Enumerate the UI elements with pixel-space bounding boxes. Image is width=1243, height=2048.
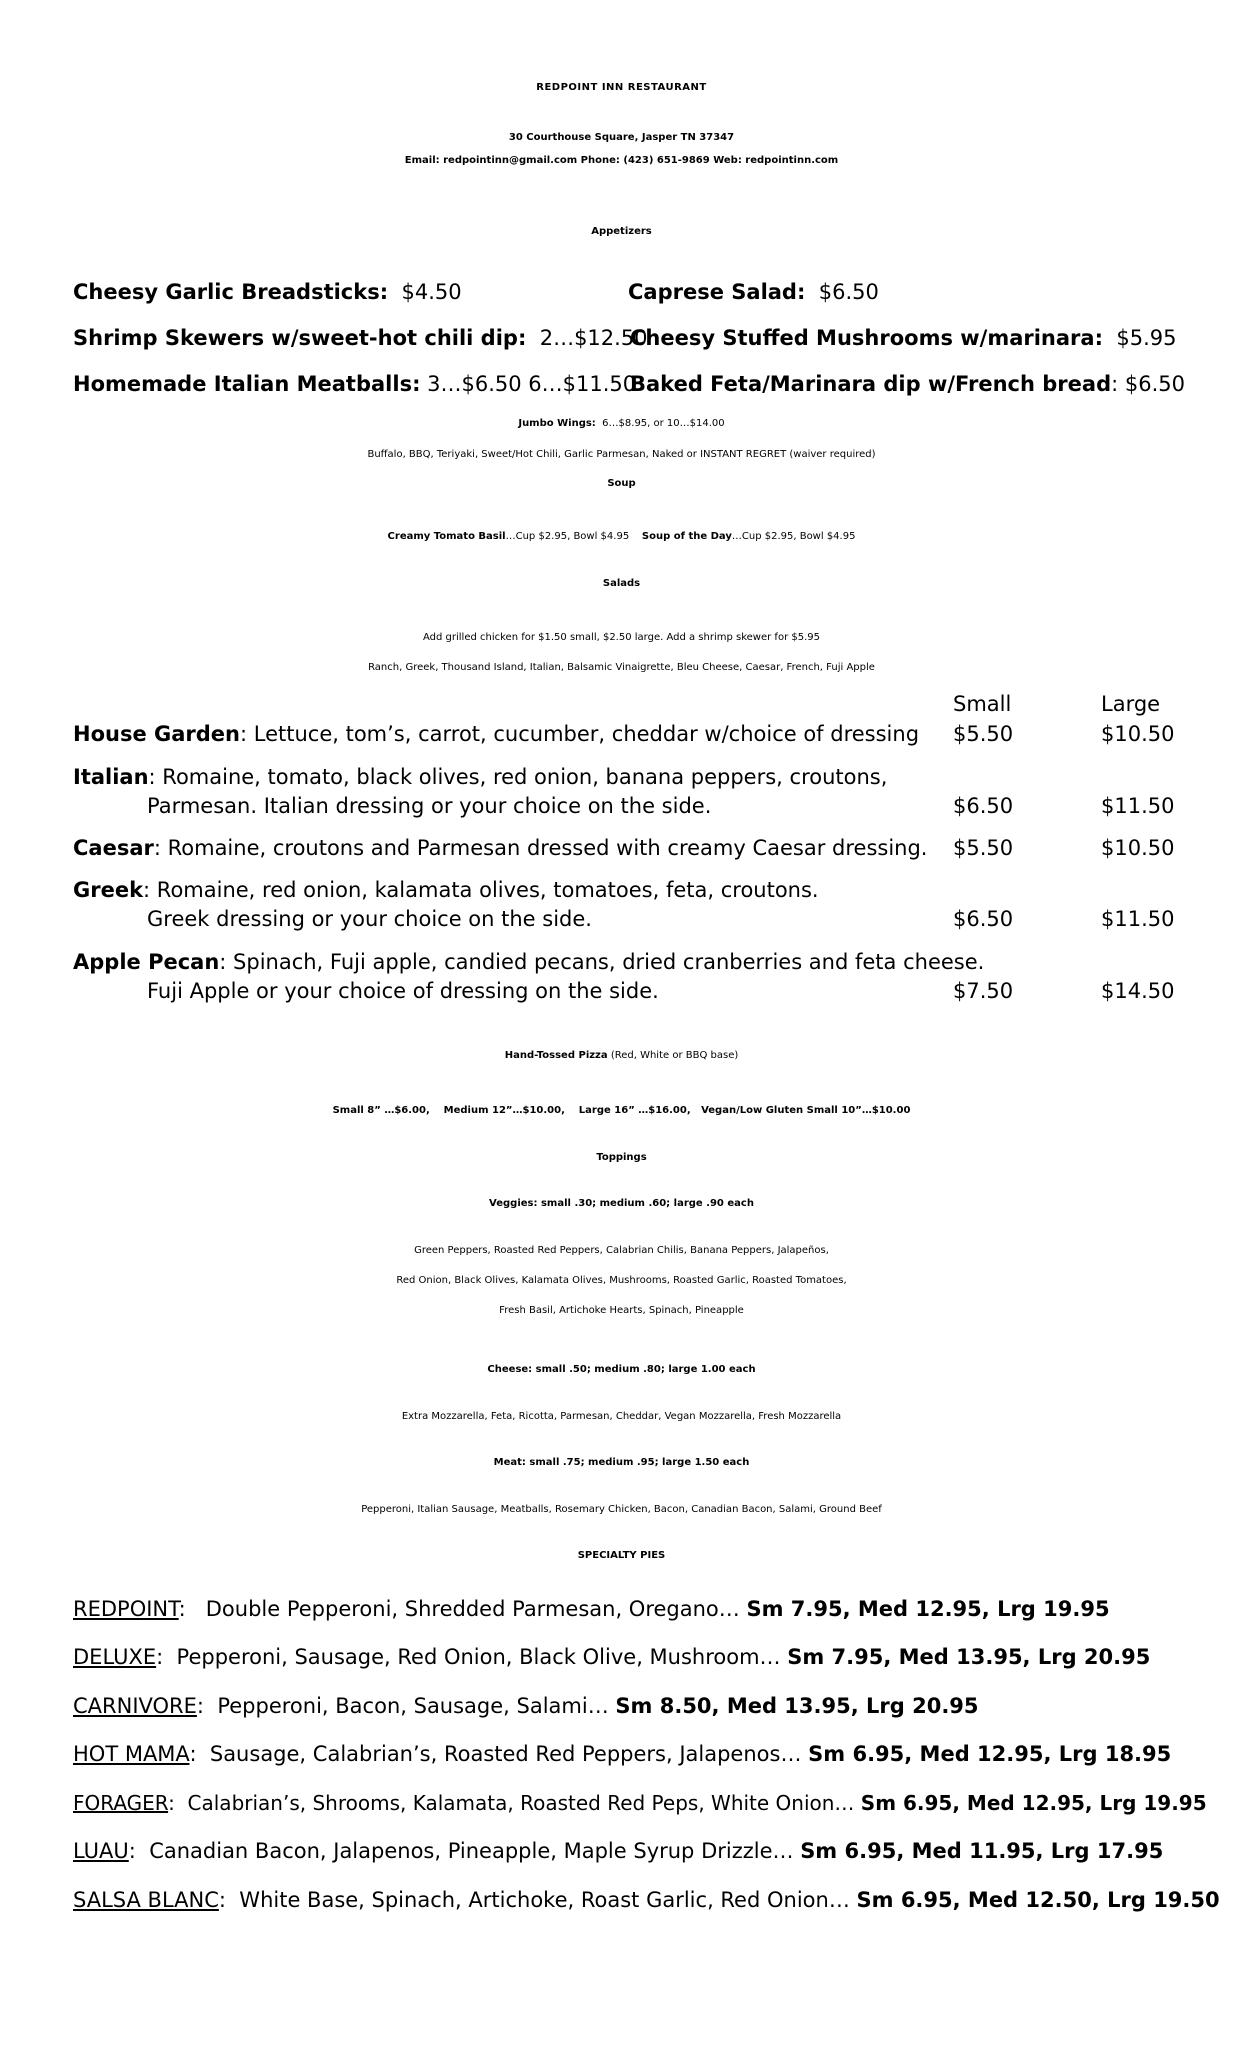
column-large: Large xyxy=(1101,692,1161,716)
pie-prices: Sm 6.95, Med 12.95, Lrg 19.95 xyxy=(860,1791,1207,1815)
salad-price-small: $7.50 xyxy=(953,979,1014,1003)
pie-name: LUAU xyxy=(73,1839,129,1863)
salad-price-small: $5.50 xyxy=(953,722,1014,746)
restaurant-title: REDPOINT INN RESTAURANT xyxy=(536,82,707,93)
salad-price-small: $6.50 xyxy=(953,907,1014,931)
pie-prices: Sm 7.95, Med 13.95, Lrg 20.95 xyxy=(787,1645,1151,1669)
appetizer-price: $6.50 xyxy=(818,280,879,304)
veggies-list-line: Red Onion, Black Olives, Kalamata Olives, Mushrooms, Roasted Garlic, Roasted Tomatoes, xyxy=(396,1275,847,1286)
salad-name: House Garden xyxy=(73,722,240,746)
wings-flavors: Buffalo, BBQ, Teriyaki, Sweet/Hot Chili, Garlic Parmesan, Naked or INSTANT REGRET (waiver required) xyxy=(367,449,876,460)
appetizer-name: Shrimp Skewers w/sweet-hot chili dip: xyxy=(73,326,527,350)
soup-line xyxy=(0,531,1243,542)
appetizer-item xyxy=(628,280,879,304)
toppings-heading: Toppings xyxy=(596,1152,647,1163)
appetizer-price: $5.95 xyxy=(1116,326,1177,350)
pie-desc: : Pepperoni, Sausage, Red Onion, Black Olive, Mushroom… xyxy=(156,1645,788,1669)
pie-desc: : White Base, Spinach, Artichoke, Roast Garlic, Red Onion… xyxy=(218,1888,857,1912)
salad-item xyxy=(73,722,919,746)
wings-price: 6…$8.95, or 10…$14.00 xyxy=(602,418,725,429)
appetizer-price: : $6.50 xyxy=(1111,372,1185,396)
pie-prices: Sm 8.50, Med 13.95, Lrg 20.95 xyxy=(615,1694,979,1718)
pie-name: HOT MAMA xyxy=(73,1742,190,1766)
salad-desc-2: Parmesan. Italian dressing or your choice on the side. xyxy=(147,794,712,818)
cheese-heading: Cheese: small .50; medium .80; large 1.00 each xyxy=(487,1364,756,1375)
pie-name: FORAGER xyxy=(73,1791,169,1815)
salad-price-large: $11.50 xyxy=(1101,907,1175,931)
salad-price-large: $11.50 xyxy=(1101,794,1175,818)
soup-price: …Cup $2.95, Bowl $4.95 xyxy=(505,531,630,542)
pie-name: CARNIVORE xyxy=(73,1694,197,1718)
salad-desc: : Romaine, tomato, black olives, red onion, banana peppers, croutons, xyxy=(148,765,888,789)
pie-prices: Sm 6.95, Med 12.95, Lrg 18.95 xyxy=(808,1742,1172,1766)
appetizer-item xyxy=(73,280,462,304)
pie-prices: Sm 6.95, Med 12.50, Lrg 19.50 xyxy=(856,1888,1220,1912)
salad-desc: : Lettuce, tom’s, carrot, cucumber, cheddar w/choice of dressing xyxy=(240,722,920,746)
wings-name: Jumbo Wings: xyxy=(518,418,596,429)
salad-desc: : Romaine, red onion, kalamata olives, tomatoes, feta, croutons. xyxy=(143,878,819,902)
cheese-list: Extra Mozzarella, Feta, Ricotta, Parmesan, Cheddar, Vegan Mozzarella, Fresh Mozzarella xyxy=(401,1411,842,1422)
pizza-base-note: (Red, White or BBQ base) xyxy=(607,1050,739,1061)
specialty-pies-heading: SPECIALTY PIES xyxy=(577,1550,666,1561)
pie-desc: : Pepperoni, Bacon, Sausage, Salami… xyxy=(196,1694,616,1718)
salad-name: Italian xyxy=(73,765,149,789)
salad-price-large: $10.50 xyxy=(1101,836,1175,860)
soup-name: Creamy Tomato Basil xyxy=(387,531,506,542)
salad-dressings: Ranch, Greek, Thousand Island, Italian, Balsamic Vinaigrette, Bleu Cheese, Caesar, French, Fuji Apple xyxy=(368,662,875,673)
salad-desc: : Romaine, croutons and Parmesan dressed with creamy Caesar dressing. xyxy=(153,836,928,860)
appetizer-item xyxy=(73,372,636,396)
appetizer-price: $4.50 xyxy=(401,280,462,304)
pie-name: REDPOINT xyxy=(73,1597,179,1621)
appetizer-price: 3…$6.50 6…$11.50 xyxy=(427,372,637,396)
pizza-sizes: Small 8” …$6.00, Medium 12”…$10.00, Large 16” …$16.00, Vegan/Low Gluten Small 10”…$10.00 xyxy=(332,1105,911,1116)
salad-price-large: $14.50 xyxy=(1101,979,1175,1003)
pie-prices: Sm 7.95, Med 12.95, Lrg 19.95 xyxy=(746,1597,1110,1621)
contact-info: Email: redpointinn@gmail.com Phone: (423) 651-9869 Web: redpointinn.com xyxy=(404,155,839,166)
specialty-pie xyxy=(73,1839,1163,1863)
pie-name: DELUXE xyxy=(73,1645,157,1669)
salad-item xyxy=(73,950,984,974)
address: 30 Courthouse Square, Jasper TN 37347 xyxy=(508,132,735,143)
appetizer-name: Caprese Salad: xyxy=(628,280,806,304)
specialty-pie xyxy=(73,1888,1220,1912)
appetizer-item xyxy=(73,326,648,350)
salad-price-small: $6.50 xyxy=(953,794,1014,818)
salads-heading: Salads xyxy=(602,578,641,589)
pie-prices: Sm 6.95, Med 11.95, Lrg 17.95 xyxy=(800,1839,1164,1863)
veggies-heading: Veggies: small .30; medium .60; large .90 each xyxy=(489,1198,754,1209)
salad-price-large: $10.50 xyxy=(1101,722,1175,746)
specialty-pie xyxy=(73,1791,1207,1815)
soup-heading: Soup xyxy=(607,478,636,489)
appetizer-name: Baked Feta/Marinara dip w/French bread xyxy=(630,372,1112,396)
salad-desc: : Spinach, Fuji apple, candied pecans, dried cranberries and feta cheese. xyxy=(219,950,985,974)
pizza-heading xyxy=(0,1050,1243,1061)
appetizer-name: Cheesy Stuffed Mushrooms w/marinara: xyxy=(630,326,1103,350)
appetizer-name: Homemade Italian Meatballs: xyxy=(73,372,421,396)
pie-desc: : Sausage, Calabrian’s, Roasted Red Peppers, Jalapenos… xyxy=(189,1742,809,1766)
veggies-list-line: Fresh Basil, Artichoke Hearts, Spinach, Pineapple xyxy=(499,1305,744,1316)
salad-desc-2: Fuji Apple or your choice of dressing on the side. xyxy=(147,979,659,1003)
pie-desc: : Canadian Bacon, Jalapenos, Pineapple, Maple Syrup Drizzle… xyxy=(128,1839,801,1863)
soup-name: Soup of the Day xyxy=(641,531,732,542)
veggies-list-line: Green Peppers, Roasted Red Peppers, Calabrian Chilis, Banana Peppers, Jalapeños, xyxy=(414,1245,829,1256)
salad-name: Caesar xyxy=(73,836,154,860)
appetizer-name: Cheesy Garlic Breadsticks: xyxy=(73,280,389,304)
meat-heading: Meat: small .75; medium .95; large 1.50 each xyxy=(493,1457,750,1468)
salad-addons: Add grilled chicken for $1.50 small, $2.50 large. Add a shrimp skewer for $5.95 xyxy=(423,632,820,643)
specialty-pie xyxy=(73,1597,1110,1621)
salad-name: Greek xyxy=(73,878,144,902)
column-small: Small xyxy=(953,692,1012,716)
appetizer-item xyxy=(630,326,1176,350)
salad-desc-2: Greek dressing or your choice on the side. xyxy=(147,907,592,931)
specialty-pie xyxy=(73,1694,979,1718)
salad-name: Apple Pecan xyxy=(73,950,220,974)
pie-name: SALSA BLANC xyxy=(73,1888,219,1912)
appetizer-item xyxy=(630,372,1185,396)
soup-price: …Cup $2.95, Bowl $4.95 xyxy=(731,531,856,542)
salad-item xyxy=(73,765,887,789)
specialty-pie xyxy=(73,1645,1150,1669)
pie-desc: : Calabrian’s, Shrooms, Kalamata, Roasted Red Peps, White Onion… xyxy=(168,1791,861,1815)
pizza-title: Hand-Tossed Pizza xyxy=(504,1050,608,1061)
salad-price-small: $5.50 xyxy=(953,836,1014,860)
specialty-pie xyxy=(73,1742,1171,1766)
appetizer-price: 2…$12.50 xyxy=(539,326,648,350)
pie-desc: : Double Pepperoni, Shredded Parmesan, Oregano… xyxy=(178,1597,747,1621)
jumbo-wings xyxy=(0,418,1243,429)
salad-item xyxy=(73,836,928,860)
meat-list: Pepperoni, Italian Sausage, Meatballs, Rosemary Chicken, Bacon, Canadian Bacon, Salami, Ground Beef xyxy=(361,1504,882,1515)
salad-item xyxy=(73,878,819,902)
appetizers-heading: Appetizers xyxy=(591,226,652,237)
